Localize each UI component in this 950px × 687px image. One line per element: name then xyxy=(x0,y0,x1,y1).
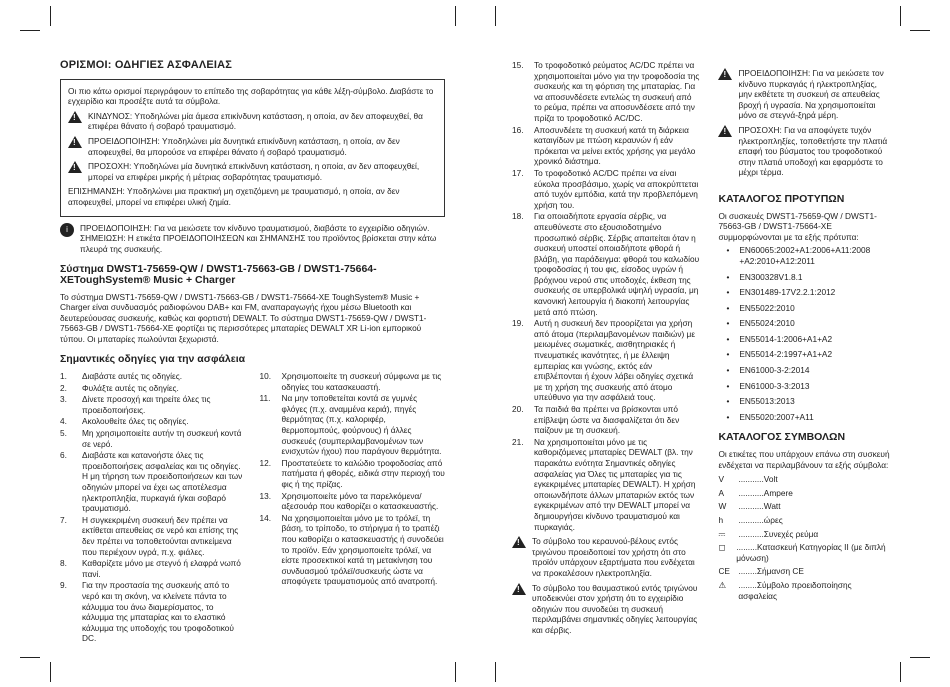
standard-item: • EN61000-3-3:2013 xyxy=(726,381,892,392)
symbol-key: ⚠ xyxy=(718,579,726,590)
symbol-value: ...........Watt xyxy=(738,501,781,512)
safety-list-b xyxy=(260,371,446,645)
crop-mark xyxy=(455,6,456,26)
symbol-value: ...........ώρες xyxy=(738,515,783,525)
item-number: 16. xyxy=(512,124,524,135)
item-number: 8. xyxy=(60,558,67,569)
intro-text: Οι πιο κάτω ορισμοί περιγράφουν το επίπεδο της σοβαρότητας για κάθε λέξη-σύμβολο. Διαβάστε το εγχειρίδιο και προσέξτε αυτά τα σύμβολα. xyxy=(68,85,434,107)
item-text: Δίνετε προσοχή και τηρείτε όλες τις προειδοποιήσεις. xyxy=(82,394,211,415)
item-number: 21. xyxy=(512,436,524,447)
symbol-value: ...........Volt xyxy=(738,474,778,485)
read-manual-icon: i xyxy=(60,223,74,237)
item-text: Προστατεύετε το καλώδιο τροφοδοσίας από πατήματα ή φθορές, ειδικά στην περιοχή του φις ή της πρίζας. xyxy=(281,457,445,489)
symbol-key: A xyxy=(718,487,724,498)
list-item xyxy=(260,458,446,490)
item-text: Διαβάστε και κατανοήστε όλες τις προειδοποιήσεις ασφαλείας και τις οδηγίες. Η μη τήρηση των προειδοποιήσεων και των οδηγιών μπορεί να έχει ως αποτέλεσμα ηλεκτροπληξία, πυρκαγιά ή/και σοβαρό τραυματισμό. xyxy=(82,450,243,514)
symbols-title: ΚΑΤΑΛΟΓΟΣ ΣΥΜΒΟΛΩΝ xyxy=(718,431,846,444)
standard-item: • EN55022:2010 xyxy=(726,303,892,314)
list-item xyxy=(512,318,700,403)
symbol-key: ⎓ xyxy=(718,528,726,539)
symbol-row xyxy=(718,501,892,512)
item-number: 13. xyxy=(259,490,272,501)
warning-triangle-icon xyxy=(68,136,82,148)
exclamation-text: Το σύμβολο του θαυμαστικού εντός τριγώνου υποδεικνύει στον χρήστη ότι το εγχειρίδιο οδηγιών που συνοδεύει τη συσκευή περιλαμβάνει σημαντικές οδηγίες λειτουργίας και σέρβις. xyxy=(532,582,698,635)
symbol-key: CE xyxy=(718,566,730,577)
list-item xyxy=(512,60,700,124)
warning-text: ΠΡΟΕΙΔΟΠΟΙΗΣΗ: Υποδηλώνει μία δυνητικά επικίνδυνη κατάσταση, η οποία, αν δεν αποφευχθεί, θα μπορούσε να επιφέρει θάνατο ή σοβαρό τραυματισμό. xyxy=(88,135,400,157)
symbol-row xyxy=(718,566,892,577)
item-text: Τα παιδιά θα πρέπει να βρίσκονται υπό επίβλεψη ώστε να διασφαλίζεται ότι δεν παίζουν με τη συσκευή. xyxy=(534,404,680,436)
item-text: Καθαρίζετε μόνο με στεγνό ή ελαφρά νωπό πανί. xyxy=(82,558,241,579)
crop-mark xyxy=(495,6,496,26)
lightning-warning-icon xyxy=(512,536,526,548)
item-text: Χρησιμοποιείτε μόνο τα παρελκόμενα/αξεσουάρ που καθορίζει ο κατασκευαστής. xyxy=(281,490,439,512)
item-text: Ακολουθείτε όλες τις οδηγίες. xyxy=(82,416,189,427)
safety-list-c xyxy=(512,60,700,532)
item-number: 3. xyxy=(60,394,67,405)
catalog-title: ΚΑΤΑΛΟΓΟΣ ΠΡΟΤΥΠΩΝ xyxy=(718,192,845,205)
list-item xyxy=(260,393,446,457)
list-item xyxy=(60,450,246,514)
symbol-row xyxy=(718,542,892,563)
crop-mark xyxy=(50,6,51,26)
item-number: 10. xyxy=(259,371,272,382)
list-item xyxy=(512,168,700,210)
list-item xyxy=(60,580,246,644)
warning-triangle-icon xyxy=(718,125,732,137)
list-item xyxy=(260,491,446,512)
item-number: 18. xyxy=(512,211,524,222)
item-number: 20. xyxy=(512,404,524,414)
standard-item: • EN55013:2013 xyxy=(726,396,892,407)
item-number: 2. xyxy=(60,382,67,393)
symbol-value: ........Σύμβολο προειδοποίησης ασφαλείας xyxy=(738,579,852,601)
standard-item: • EN61000-3-2:2014 xyxy=(726,365,892,376)
list-item xyxy=(260,513,446,587)
item-text: Το τροφοδοτικό AC/DC πρέπει να είναι εύκολα προσβάσιμο, χωρίς να αποκρύπτεται από τυχόν εμπόδια, κατά την προβλεπόμενη χρήση του. xyxy=(534,167,699,210)
warning2-text: ΠΡΟΕΙΔΟΠΟΙΗΣΗ: Για να μειώσετε τον κίνδυνο πυρκαγιάς ή ηλεκτροπληξίας, μην εκθέτετε τη συσκευή σε απευθείας βροχή ή υγρασία. Να χρησιμοποιείται μόνο σε στεγνά-ξηρά μέρη. xyxy=(738,68,884,121)
symbol-key: h xyxy=(718,515,724,525)
crop-mark xyxy=(455,662,456,682)
standard-item: • EN55024:2010 xyxy=(726,318,892,329)
left-page xyxy=(60,58,445,645)
standards-list xyxy=(718,245,892,422)
right-page xyxy=(512,60,892,635)
item-number: 11. xyxy=(259,393,271,404)
item-number: 4. xyxy=(60,416,67,427)
crop-mark xyxy=(20,657,40,658)
list-item xyxy=(60,394,246,415)
warning-triangle-icon xyxy=(68,161,82,173)
caution-text: ΠΡΟΣΟΧΗ: Υποδηλώνει μία δυνητικά επικίνδυνη κατάσταση, η οποία, αν δεν αποφευχθεί, μπορεί να επιφέρει μικρής ή μέτριας σοβαρότητας τραυματισμό. xyxy=(88,161,420,182)
list-item xyxy=(60,383,246,394)
list-item xyxy=(60,371,246,382)
item-text: Να χρησιμοποιείται μόνο με το τρόλεϊ, τη βάση, το τρίποδο, το στήριγμα ή το τραπέζι που καθορίζει ο κατασκευαστής ή συνοδεύει το προϊόν. Εάν χρησιμοποιείτε τρόλεϊ, να είστε προσεκτικοί κατά τη μετακίνηση του συνδυασμού τρόλεϊ/συσκευής ώστε να αποφύγετε τραυματισμούς από ανατροπή. xyxy=(281,512,444,587)
note-text: ΣΗΜΕΙΩΣΗ: Η ετικέτα ΠΡΟΕΙΔΟΠΟΙΗΣΕΩΝ και ΣΗΜΑΝΣΗΣ του προϊόντος βρίσκεται στην κάτω πλευρά της συσκευής. xyxy=(80,233,437,254)
item-text: Για την προστασία της συσκευής από το νερό και τη σκόνη, να κλείνετε πάντα το κάλυμμα του άνω διαμερίσματος, το κάλυμμα της μπαταρίας και το ελαστικό κάλυμμα της υποδοχής του τροφοδοτικού DC. xyxy=(82,580,234,644)
notice-text: ΕΠΙΣΗΜΑΝΣΗ: Υποδηλώνει μια πρακτική μη σχετιζόμενη με τραυματισμό, η οποία, αν δεν αποφευχθεί, μπορεί να επιφέρει υλική ζημία. xyxy=(68,186,400,207)
item-text: Η συγκεκριμένη συσκευή δεν πρέπει να εκτίθεται απευθείας σε νερό και επίσης της δεν πρέπει να τοποθετούνται αντικείμενα που περιέχουν υγρά, π.χ. φιάλες. xyxy=(82,514,239,557)
standard-item: • EN300328V1.8.1 xyxy=(726,272,892,283)
symbol-key: V xyxy=(718,474,724,485)
crop-mark xyxy=(900,6,901,26)
list-item xyxy=(512,404,700,436)
symbols-text: Οι ετικέτες που υπάρχουν επάνω στη συσκευή ενδέχεται να περιλαμβάνουν τα εξής σύμβολα: xyxy=(718,449,890,470)
item-number: 7. xyxy=(60,514,67,525)
standard-item: • EN55014-1:2006+A1+A2 xyxy=(726,334,892,345)
item-text: Αυτή η συσκευή δεν προορίζεται για χρήση από άτομα (περιλαμβανομένων παιδιών) με μειωμένες σωματικές, αισθητηριακές ή πνευματικές ικανότητες, ή με έλλειψη εμπειρίας και γνώσης, εκτός εάν επιβλέπονται ή έχουν λάβει οδηγίες σχετικά με τη χρήση της συσκευής από άτομο υπεύθυνο για την ασφάλειά τους. xyxy=(534,318,696,403)
item-text: Μη χρησιμοποιείτε αυτήν τη συσκευή κοντά σε νερό. xyxy=(82,428,242,449)
item-number: 14. xyxy=(259,512,272,523)
warning-triangle-icon xyxy=(68,111,82,123)
list-item xyxy=(512,437,700,532)
item-number: 5. xyxy=(60,428,67,439)
item-text: Φυλάξτε αυτές τις οδηγίες. xyxy=(82,382,179,393)
danger-text: ΚΙΝΔΥΝΟΣ: Υποδηλώνει μία άμεσα επικίνδυνη κατάσταση, η οποία, αν δεν αποφευχθεί, θα επιφέρει θάνατο ή σοβαρό τραυματισμό. xyxy=(88,110,423,132)
crop-mark xyxy=(910,657,930,658)
symbol-row xyxy=(718,488,892,499)
item-number: 12. xyxy=(259,457,272,468)
symbol-row xyxy=(718,580,892,601)
item-text: Να χρησιμοποιείται μόνο με τις καθοριζόμενες μπαταρίες DEWALT (βλ. την παρακάτω ενότητα Σημαντικές οδηγίες ασφαλείας για Όλες τις μπαταρίες για τις εγκεκριμένες μπαταρίες DEWALT). Η χρήση οποιωνδήποτε άλλων μπαταριών εκτός των εγκεκριμένων από την DEWALT μπορεί να δημιουργήσει κίνδυνο τραυματισμού και πυρκαγιάς. xyxy=(534,436,696,532)
system-text: Το σύστημα DWST1-75659-QW / DWST1-75663-GB / DWST1-75664-XE ToughSystem® Music + Charger είναι συνδυασμός ραδιοφώνου DAB+ και FM, αναπαραγωγής ήχου μέσω Bluetooth και δευτερεύουσας συσκευής, καθώς και φορτιστή DEWALT. Το σύστημα DWST1-75659-QW / DWST1-75663-GB / DWST1-75664-XE φορτίζει τις περισσότερες μπαταρίες DEWALT XR Li-ion εμπορικού τύπου. Οι μπαταρίες πωλούνται ξεχωριστά. xyxy=(60,291,427,344)
symbol-value: ........Σήμανση CE xyxy=(738,566,804,577)
item-text: Διαβάστε αυτές τις οδηγίες. xyxy=(82,371,183,382)
list-item xyxy=(512,211,700,317)
page-title: ΟΡΙΣΜΟΙ: ΟΔΗΓΙΕΣ ΑΣΦΑΛΕΙΑΣ xyxy=(60,59,233,71)
important-title: Σημαντικές οδηγίες για την ασφάλεια xyxy=(60,353,246,366)
system-title: Σύστημα DWST1-75659-QW / DWST1-75663-GB / DWST1-75664-XEToughSystem® Music + Charger xyxy=(60,263,377,286)
item-text: Να μην τοποθετείται κοντά σε γυμνές φλόγες (π.χ. αναμμένα κεριά), πηγές θερμότητας (π.χ. καλοριφέρ, θερμοπομπούς, φούρνους) ή άλλες συσκευές (συμπεριλαμβανομένων των ενισχυτών ήχου) που παράγουν θερμότητα. xyxy=(281,393,442,457)
symbol-value: ...........Ampere xyxy=(738,487,793,498)
catalog-text: Οι συσκευές DWST1-75659-QW / DWST1-75663-GB / DWST1-75664-XE συμμορφώνονται με τα εξής πρότυπα: xyxy=(718,210,877,242)
item-text: Για οποιαδήποτε εργασία σέρβις, να απευθύνεστε στο εξουσιοδοτημένο προσωπικό σέρβις. Σέρβις απαιτείται όταν η συσκευή υποστεί οποιαδήποτε φθορά ή βλάβη, για παράδειγμα: φθορά του καλωδίου τροφοδοσίας ή του φις, είσοδος υγρών ή βρόχινου νερού στις υποδοχές, έκθεση της συσκευής σε υπερβολικά υψηλή υγρασία, μη κανονική λειτουργία ή διακοπή λειτουργίας μετά από πτώση. xyxy=(534,211,700,317)
item-number: 1. xyxy=(60,371,67,382)
symbol-row xyxy=(718,529,892,540)
exclamation-warning-icon xyxy=(512,583,526,595)
bolt-text: Το σύμβολο του κεραυνού-βέλους εντός τριγώνου προειδοποιεί τον χρήστη ότι στο προϊόν υπάρχουν εξαρτήματα που ενδέχεται να προκαλέσουν ηλεκτροπληξία. xyxy=(532,536,695,578)
item-number: 19. xyxy=(512,318,524,329)
item-number: 17. xyxy=(512,167,524,178)
item-text: Αποσυνδέετε τη συσκευή κατά τη διάρκεια καταιγίδων με πτώση κεραυνών ή εάν πρόκειται να μείνει εκτός χρήσης για μεγάλο χρονικό διάστημα. xyxy=(534,124,696,167)
list-item xyxy=(512,125,700,167)
list-item xyxy=(60,558,246,579)
item-number: 9. xyxy=(60,580,67,591)
symbol-value: .........Κατασκευή Κατηγορίας II (με διπλή μόνωση) xyxy=(736,542,886,563)
crop-mark xyxy=(50,662,51,682)
read-manual-text: ΠΡΟΕΙΔΟΠΟΙΗΣΗ: Για να μειώσετε τον κίνδυνο τραυματισμού, διαβάστε το εγχειρίδιο οδηγιών. xyxy=(80,222,430,233)
crop-mark xyxy=(910,30,930,31)
crop-mark xyxy=(495,662,496,682)
item-number: 15. xyxy=(512,60,524,70)
symbols-list xyxy=(718,474,892,601)
crop-mark xyxy=(900,662,901,682)
item-text: Το τροφοδοτικό ρεύματος AC/DC πρέπει να χρησιμοποιείται μόνο για την τροφοδοσία της συσκευής και τη φόρτιση της μπαταρίας. Για να αποσυνδέσετε εντελώς τη συσκευή από το ρεύμα, πρέπει να αποσυνδέσετε από την πρίζα το τροφοδοτικό AC/DC. xyxy=(534,60,700,123)
crop-mark xyxy=(20,30,40,31)
symbol-row xyxy=(718,474,892,485)
warning-triangle-icon xyxy=(718,68,732,80)
definitions-box xyxy=(60,79,445,217)
list-item xyxy=(60,428,246,449)
standard-item: • EN55014-2:1997+A1+A2 xyxy=(726,349,892,360)
list-item xyxy=(60,416,246,427)
symbol-key: W xyxy=(718,501,727,512)
symbol-value: ...........Συνεχές ρεύμα xyxy=(738,528,819,539)
item-text: Χρησιμοποιείτε τη συσκευή σύμφωνα με τις οδηγίες του κατασκευαστή. xyxy=(281,371,442,392)
standard-item: • EN60065:2002+A1:2006+A11:2008 +A2:2010+A12:2011 xyxy=(726,245,892,266)
symbol-key: ◻ xyxy=(718,542,726,553)
item-number: 6. xyxy=(60,450,67,461)
standard-item: • EN301489-17V2.2.1:2012 xyxy=(726,287,892,298)
list-item xyxy=(60,515,246,557)
safety-list-a xyxy=(60,371,246,645)
list-item xyxy=(260,371,446,392)
standard-item: • EN55020:2007+A11 xyxy=(726,412,892,423)
symbol-row xyxy=(718,515,892,526)
caution2-text: ΠΡΟΣΟΧΗ: Για να αποφύγετε τυχόν ηλεκτροπληξίες, τοποθετήστε την πλατιά επαφή του βύσματος του τροφοδοτικού στην πλατιά υποδοχή και εφαρμόστε το μέχρι τέρμα. xyxy=(738,124,888,178)
